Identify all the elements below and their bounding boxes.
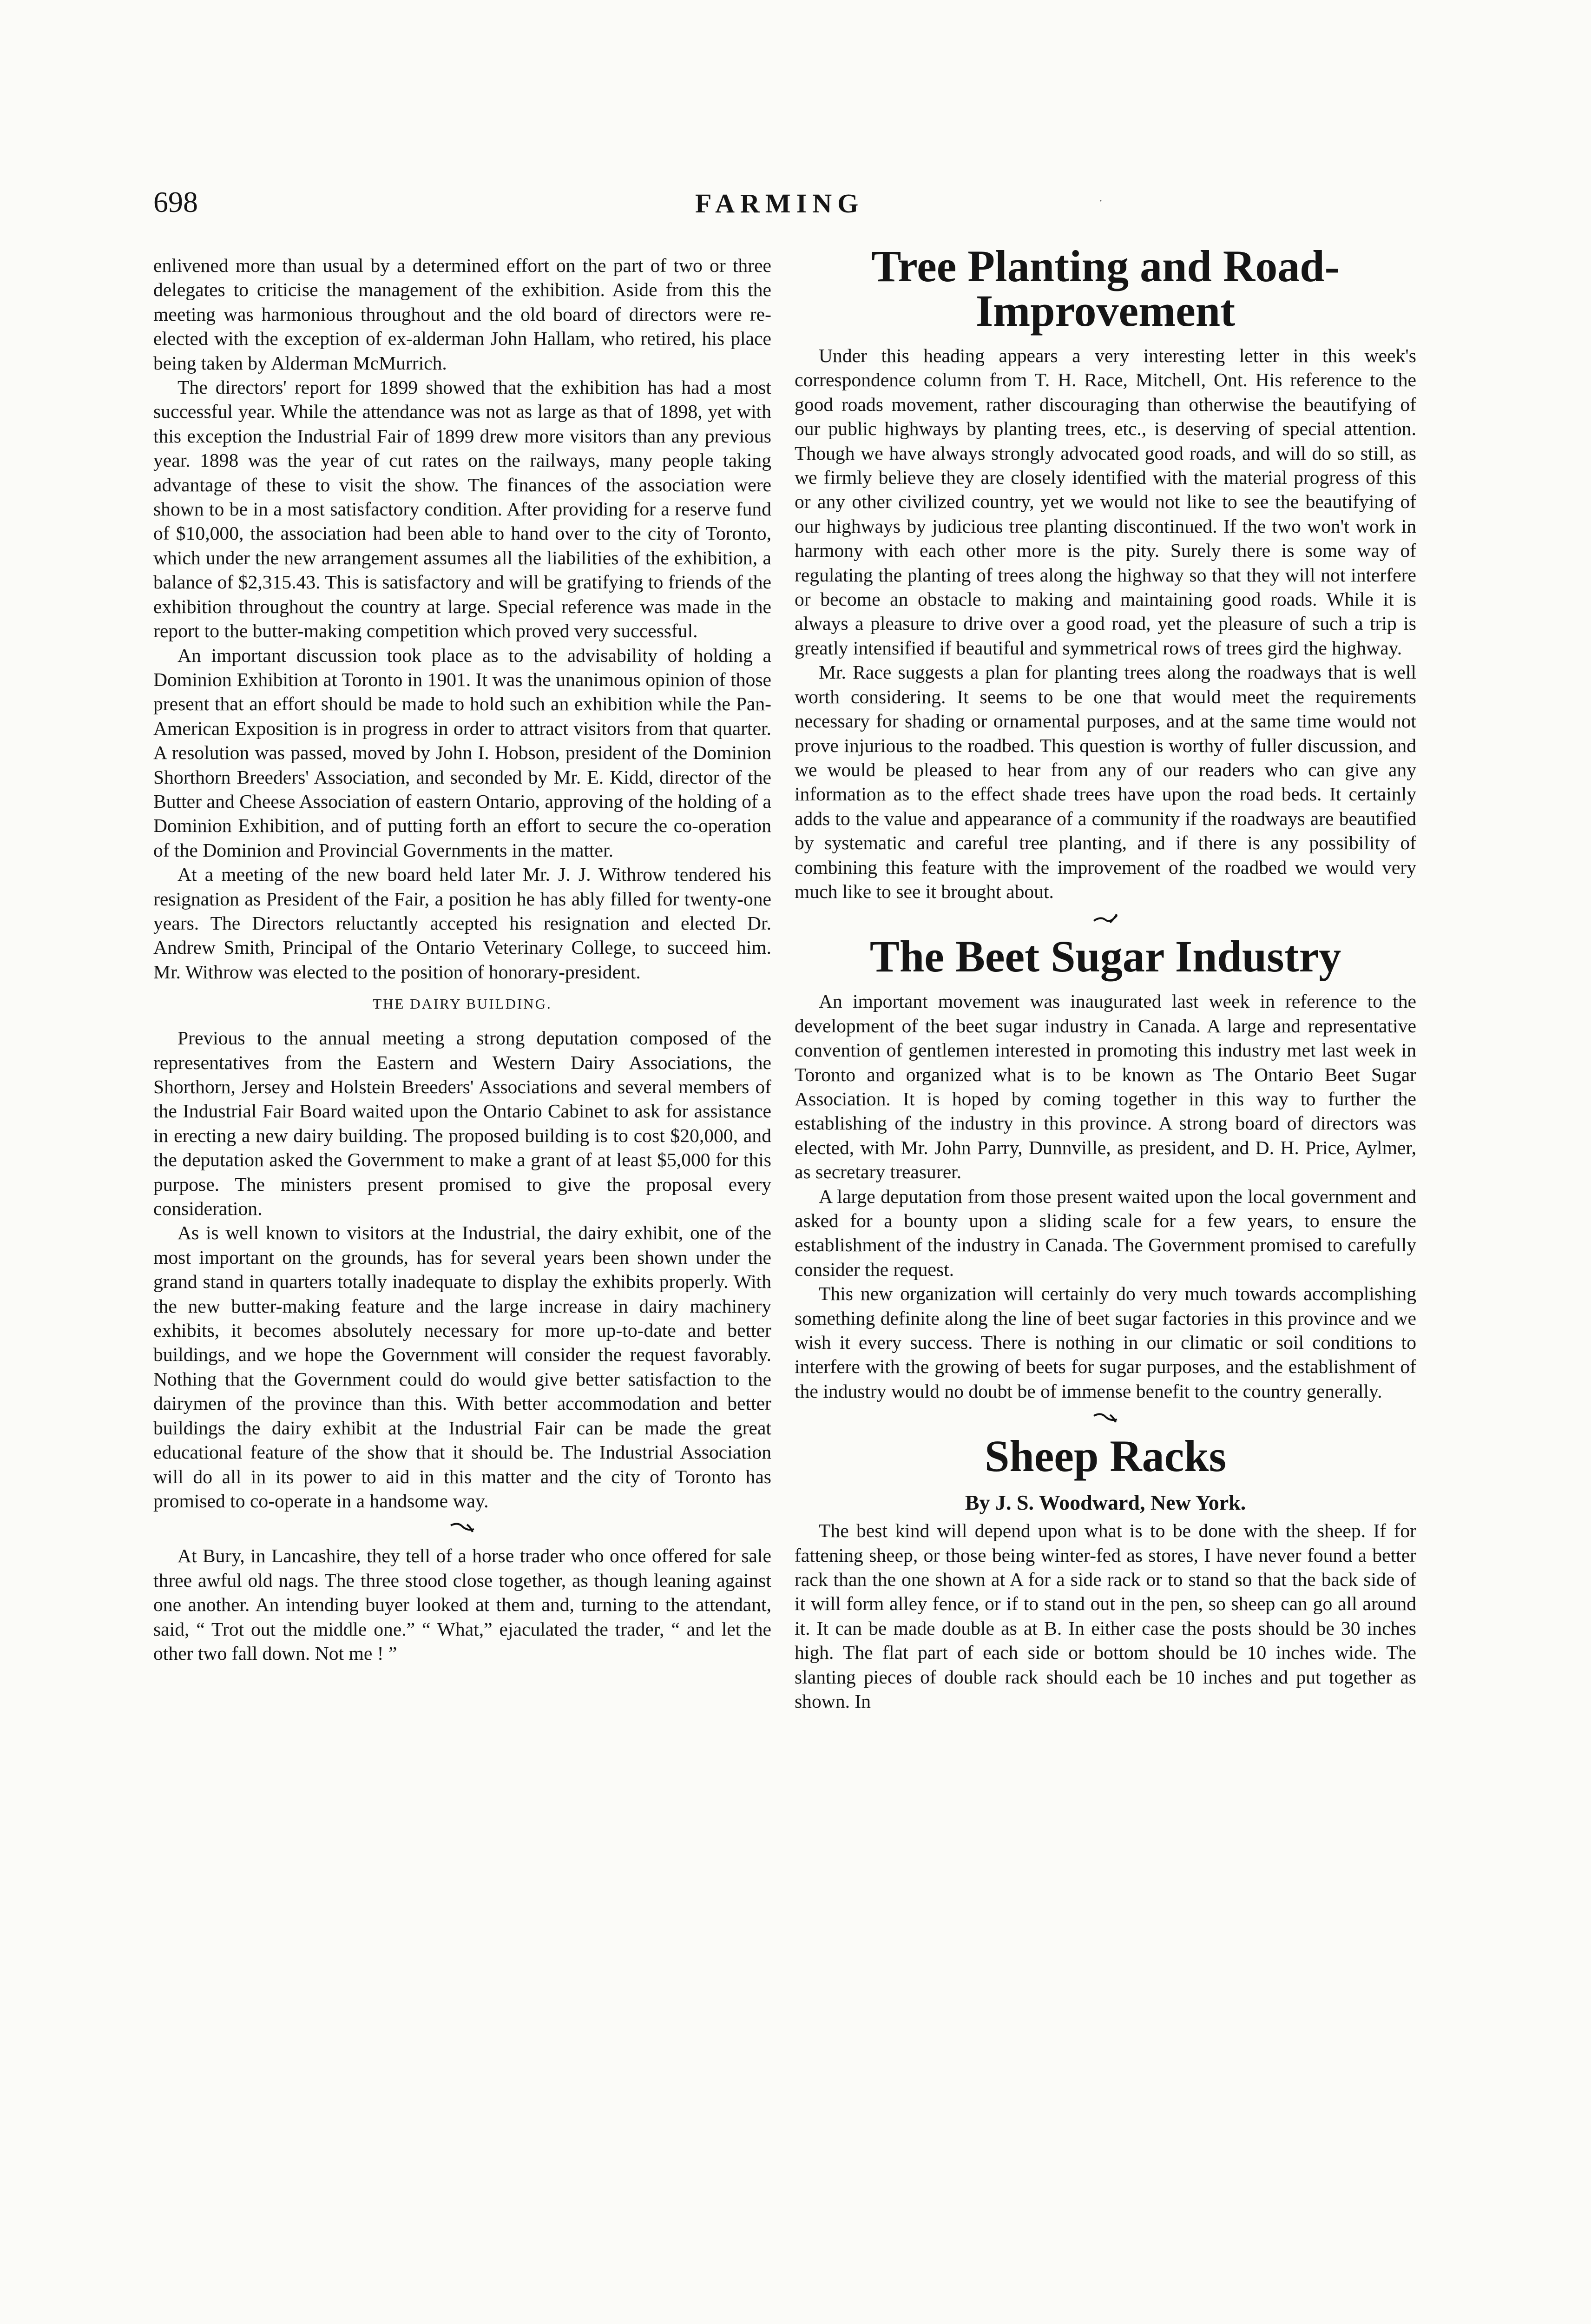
ornament-dash <box>795 1407 1416 1430</box>
byline: By J. S. Woodward, New York. <box>965 1491 1246 1515</box>
paragraph: An important movement was inaugurated last week in reference to the development of the beet sugar industry in Canada. A large and representative convention of gentlemen interested in promoting this industry met last week in Toronto and organized what is to be known as The Ontario Beet Sugar Association. It is hoped by coming together in this way to further the establishing of the industry in this province. A strong board of directors was elected, with Mr. John Parry, Dunnville, as president, and D. H. Price, Aylmer, as secretary treasurer. <box>795 990 1416 1183</box>
running-head: FARMING <box>695 188 864 218</box>
paragraph: As is well known to visitors at the Industrial, the dairy exhibit, one of the most important on the grounds, has for several years been shown under the grand stand in quarters totally inadequate to display the exhibits properly. With the new butter-making feature and the large increase in dairy machinery exhibits, it becomes absolutely necessary for more up-to-date and better buildings, and we hope the Government will consider the request favorably. Nothing that the Government could do would give better satisfaction to the dairymen of the province than this. With better accommodation and better buildings the dairy exhibit at the Industrial Fair can be made the great educational feature of the show that it should be. The Industrial Association will do all in its power to aid in this matter and the city of Toronto has promised to co-operate in a handsome way. <box>153 1222 771 1512</box>
article-title-tree-planting: Tree Planting and Road-Improvement <box>871 241 1340 336</box>
right-column <box>795 241 1416 1714</box>
paragraph: Mr. Race suggests a plan for planting trees along the roadways that is well worth considering. It seems to be one that would meet the requirements necessary for shading or ornamental purposes, and at the same time would not prove injurious to the roadbed. This question is worthy of fuller discussion, and we would be pleased to hear from any of our readers who can give any information as to the effect shade trees have upon the road beds. It certainly adds to the value and appearance of a community if the roadways are beautified by systematic and careful tree planting, and if there is any possibility of combining this feature with the improvement of the roadbed we would very much like to see it brought about. <box>795 661 1416 902</box>
article-title-sheep-racks: Sheep Racks <box>984 1431 1227 1481</box>
paragraph: An important discussion took place as to the advisability of holding a Dominion Exhibition at Toronto in 1901. It was the unanimous opinion of those present that an effort should be made to hold such an exhibition while the Pan-American Exposition is in progress in order to attract visitors from that quarter. A resolution was passed, moved by John I. Hobson, president of the Dominion Shorthorn Breeders' Association, and seconded by Mr. E. Kidd, director of the Butter and Cheese Association of eastern Ontario, approving of the holding of a Dominion Exhibition, and of putting forth an effort to secure the co-operation of the Dominion and Provincial Governments in the matter. <box>153 644 771 861</box>
section-subheading: THE DAIRY BUILDING. <box>373 996 552 1012</box>
page-dot-mark: · <box>1099 195 1103 207</box>
paragraph: Under this heading appears a very interesting letter in this week's correspondence column from T. H. Race, Mitchell, Ont. His reference to the good roads movement, rather discouraging than otherwise the beautifying of our public highways by planting trees, etc., is deserving of special attention. Though we have always strongly advocated good roads, and will do so still, as we firmly believe they are closely identified with the material progress of this or any other civilized country, yet we would not like to see the beautifying of our highways by judicious tree planting discontinued. If the two won't work in harmony with each other more is the pity. Surely there is some way of regulating the planting of trees along the highway so that they will not interfere or become an obstacle to making and maintaining good roads. While it is always a pleasure to drive over a good road, yet the pleasure of such a trip is greatly intensified if beautiful and symmetrical rows of trees gird the highway. <box>795 345 1416 659</box>
paragraph: The best kind will depend upon what is to be done with the sheep. If for fattening sheep, or those being winter-fed as stores, I have never found a better rack than the one shown at A for a side rack or to stand so that the back side of it will form alley fence, or if to stand out in the pen, so sheep can go all around it. It can be made double as at B. In either case the posts should be 30 inches high. The flat part of each side or bottom should be 10 inches wide. The slanting pieces of double rack should each be 10 inches and put together as shown. In <box>795 1520 1416 1712</box>
ornament-dash <box>153 1517 771 1540</box>
paragraph: Previous to the annual meeting a strong deputation composed of the representatives from the Eastern and Western Dairy Associations, the Shorthorn, Jersey and Holstein Breeders' Associations and several members of the Industrial Fair Board waited upon the Ontario Cabinet to ask for assistance in erecting a new dairy building. The proposed building is to cost $20,000, and the deputation asked the Government to make a grant of at least $5,000 for this purpose. The ministers present promised to give the proposal every consideration. <box>153 1027 771 1220</box>
article-title-beet-sugar: The Beet Sugar Industry <box>869 931 1341 982</box>
paragraph: A large deputation from those present waited upon the local government and asked for a bounty upon a sliding scale for a few years, to ensure the establishment of the industry in Canada. The Government promised to carefully consider the request. <box>795 1185 1416 1280</box>
left-column <box>153 253 771 1665</box>
paragraph: This new organization will certainly do very much towards accomplishing something definite along the line of beet sugar factories in this province and we wish it every success. There is nothing in our climatic or soil conditions to interfere with the growing of beets for sugar purposes, and the establishment of the industry would no doubt be of immense benefit to the country generally. <box>795 1283 1416 1402</box>
ornament-dash <box>795 907 1416 931</box>
paragraph: enlivened more than usual by a determined effort on the part of two or three delegates to criticise the management of the exhibition. Aside from this the meeting was harmonious throughout and the old board of directors were re-elected with the exception of ex-alderman John Hallam, who retired, his place being taken by Alderman McMurrich. <box>153 255 771 374</box>
anecdote-paragraph: At Bury, in Lancashire, they tell of a horse trader who once offered for sale three awful old nags. The three stood close together, as though leaning against one another. An intending buyer looked at them and, turning to the attendant, said, “ Trot out the middle one.” “ What,” ejaculated the trader, “ and let the other two fall down. Not me ! ” <box>153 1545 771 1664</box>
page-number: 698 <box>153 185 198 218</box>
paragraph: At a meeting of the new board held later Mr. J. J. Withrow tendered his resignation as President of the Fair, a position he has ably filled for twenty-one years. The Directors reluctantly accepted his resignation and elected Dr. Andrew Smith, Principal of the Ontario Veterinary College, to succeed him. Mr. Withrow was elected to the position of honorary-president. <box>153 864 771 983</box>
paragraph: The directors' report for 1899 showed that the exhibition has had a most successful year. While the attendance was not as large as that of 1898, yet with this exception the Industrial Fair of 1899 drew more visitors than any previous year. 1898 was the year of cut rates on the railways, many people taking advantage of these to visit the show. The finances of the association were shown to be in a most satisfactory condition. After providing for a reserve fund of $10,000, the association had been able to hand over to the city of Toronto, which under the new arrangement assumes all the liabilities of the exhibition, a balance of $2,315.43. This is satisfactory and will be gratifying to friends of the exhibition throughout the country at large. Special reference was made in the report to the butter-making competition which proved very successful. <box>153 376 771 642</box>
